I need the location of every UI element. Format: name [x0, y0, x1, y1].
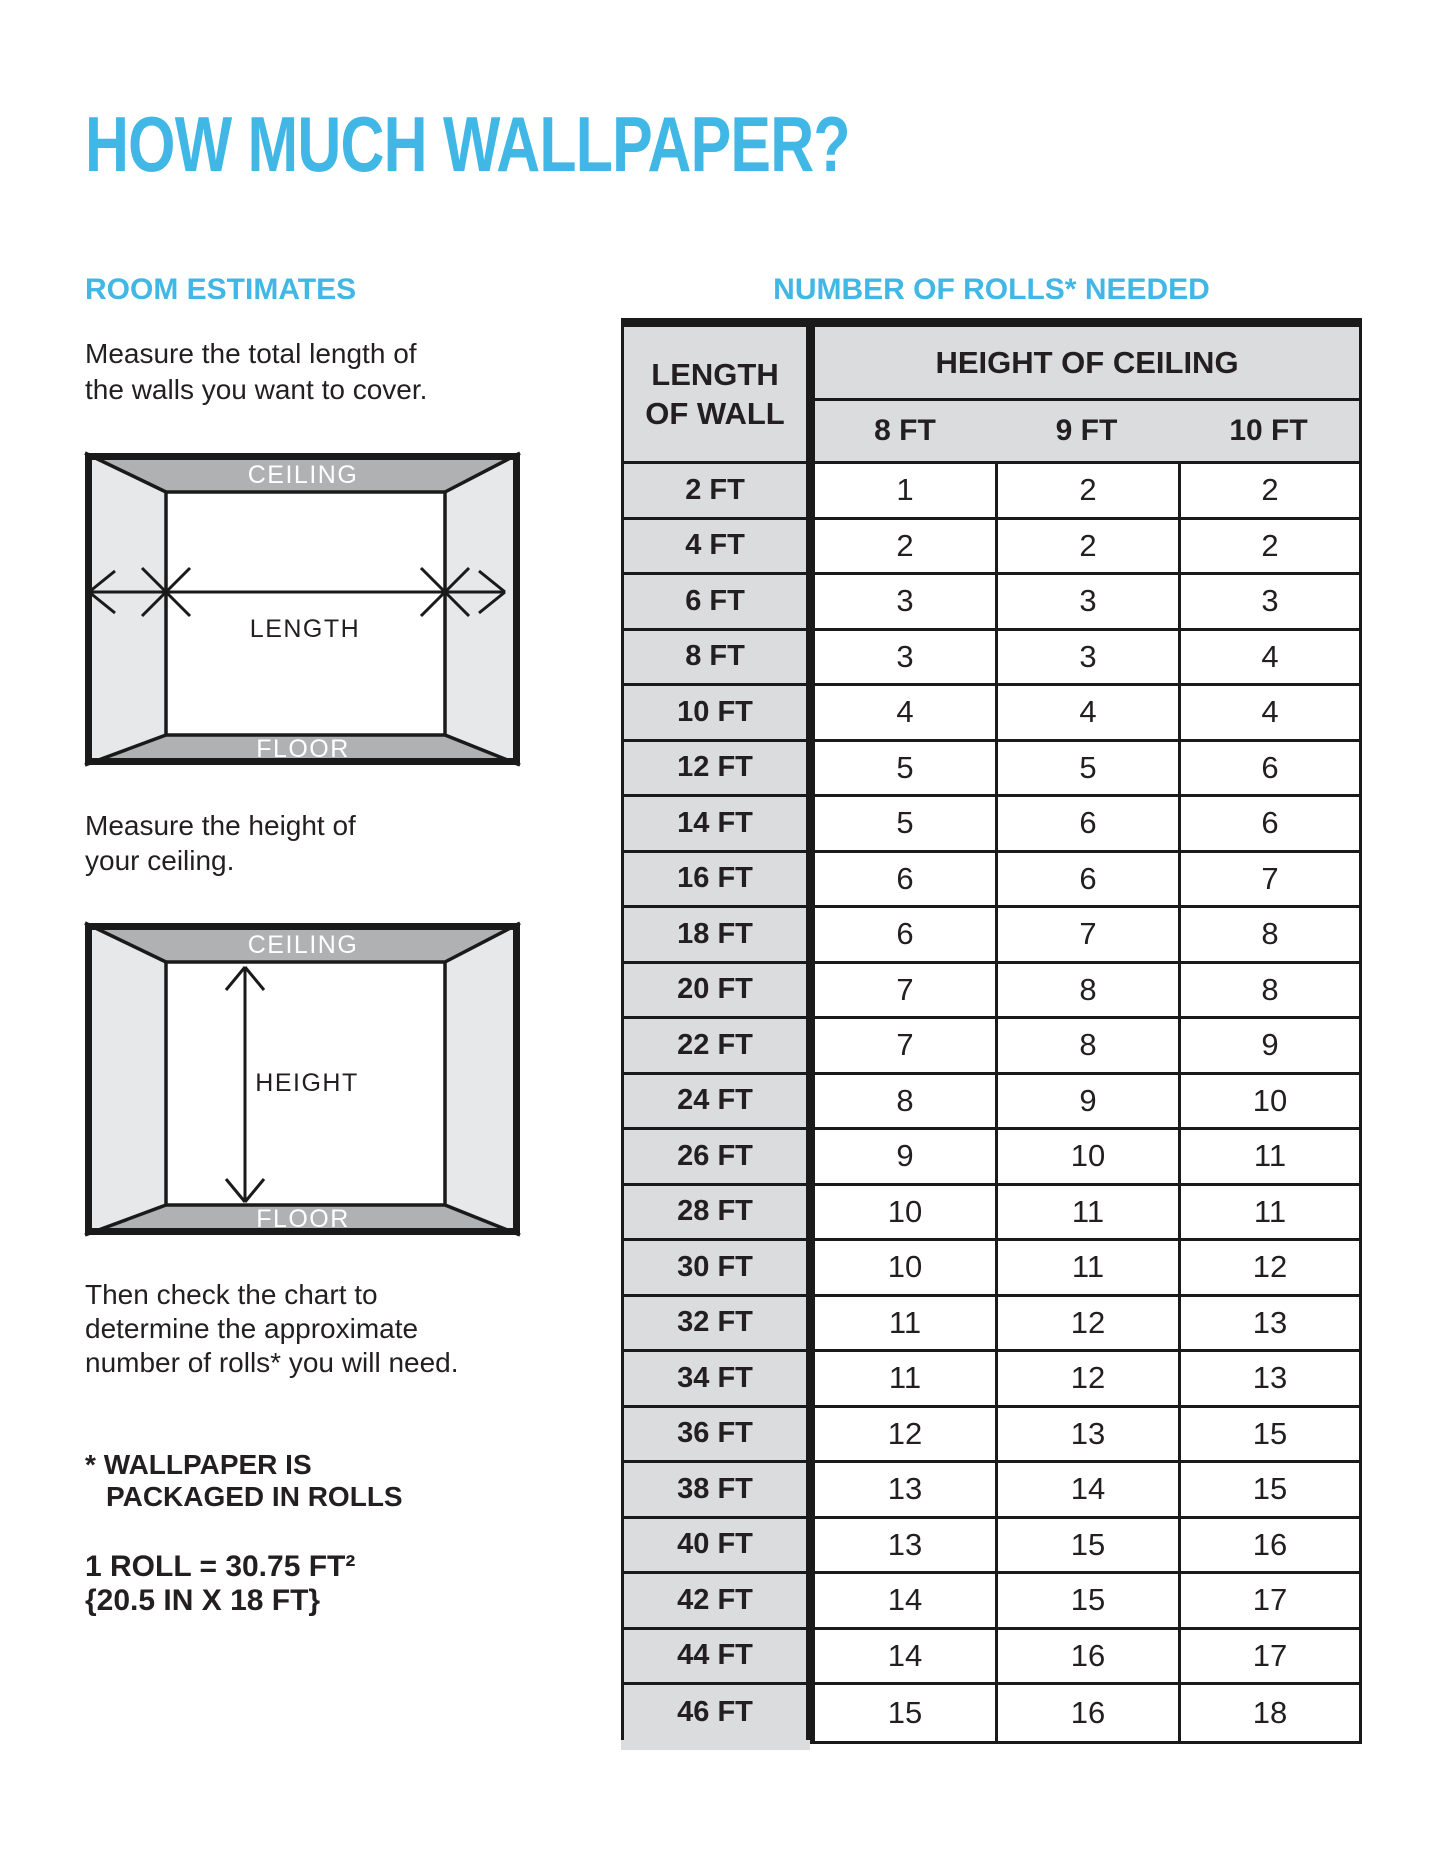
room-perspective-drawing [85, 923, 520, 1235]
col-group-header-height-of-ceiling: HEIGHT OF CEILING [815, 327, 1359, 401]
rolls-cell: 13 [1178, 1297, 1359, 1350]
section-heading-number-of-rolls: NUMBER OF ROLLS* NEEDED [773, 273, 1210, 306]
rolls-cell: 14 [995, 1463, 1178, 1516]
table-row [624, 853, 1359, 909]
rolls-cell: 2 [995, 520, 1178, 573]
rolls-cell: 2 [1178, 520, 1359, 573]
rolls-cell: 8 [1178, 908, 1359, 961]
rolls-cell: 12 [995, 1352, 1178, 1405]
length-cell: 46 FT [624, 1685, 806, 1741]
col-header-10ft: 10 FT [1229, 414, 1308, 447]
length-cell: 42 FT [624, 1574, 806, 1627]
roll-size-line: {20.5 IN X 18 FT} [85, 1584, 321, 1617]
rolls-cell: 1 [806, 464, 995, 517]
right-wall [445, 923, 520, 1235]
table-row [624, 464, 1359, 520]
length-cell: 18 FT [624, 908, 806, 961]
rolls-cell: 11 [1178, 1186, 1359, 1239]
table-row [624, 1130, 1359, 1186]
instruction-line: number of rolls* you will need. [85, 1347, 459, 1378]
rolls-cell: 6 [1178, 797, 1359, 850]
instruction-line: determine the approximate [85, 1313, 419, 1344]
rolls-cell: 3 [995, 631, 1178, 684]
col-header-9ft: 9 FT [1055, 414, 1118, 447]
instruction-line: Measure the total length of [85, 338, 417, 369]
table-row [624, 1630, 1359, 1686]
rolls-cell: 10 [995, 1130, 1178, 1183]
rolls-cell: 6 [806, 908, 995, 961]
length-cell: 20 FT [624, 964, 806, 1017]
table-header [624, 327, 1359, 464]
rolls-cell: 12 [806, 1408, 995, 1461]
rolls-cell: 13 [806, 1519, 995, 1572]
rolls-cell: 4 [995, 686, 1178, 739]
rolls-cell: 15 [806, 1685, 995, 1741]
rolls-cell: 10 [806, 1186, 995, 1239]
rolls-cell: 14 [806, 1630, 995, 1683]
section-heading-room-estimates: ROOM ESTIMATES [85, 273, 357, 306]
rolls-cell: 4 [1178, 686, 1359, 739]
table-row [624, 1352, 1359, 1408]
rolls-cell: 8 [806, 1075, 995, 1128]
table-row [624, 1075, 1359, 1131]
rolls-cell: 7 [806, 964, 995, 1017]
table-footer-tab [621, 1740, 810, 1750]
rolls-cell: 9 [806, 1130, 995, 1183]
rolls-cell: 7 [995, 908, 1178, 961]
length-cell: 26 FT [624, 1130, 806, 1183]
rolls-cell: 3 [1178, 575, 1359, 628]
length-cell: 34 FT [624, 1352, 806, 1405]
room-diagram-length [85, 453, 520, 765]
length-cell: 44 FT [624, 1630, 806, 1683]
left-wall [85, 923, 166, 1235]
table-row [624, 908, 1359, 964]
rolls-cell: 17 [1178, 1574, 1359, 1627]
instruction-line: Measure the height of [85, 810, 356, 841]
rolls-cell: 6 [1178, 742, 1359, 795]
rolls-cell: 2 [995, 464, 1178, 517]
rolls-cell: 15 [1178, 1408, 1359, 1461]
length-cell: 4 FT [624, 520, 806, 573]
table-row [624, 1685, 1359, 1741]
length-cell: 38 FT [624, 1463, 806, 1516]
footnote-line: PACKAGED IN ROLLS [106, 1481, 403, 1512]
instruction-line: Then check the chart to [85, 1279, 378, 1310]
rolls-cell: 16 [1178, 1519, 1359, 1572]
table-row [624, 964, 1359, 1020]
table-body [624, 464, 1359, 1741]
length-cell: 14 FT [624, 797, 806, 850]
rolls-cell: 6 [995, 853, 1178, 906]
table-row [624, 1241, 1359, 1297]
rolls-cell: 8 [995, 964, 1178, 1017]
rolls-cell: 5 [995, 742, 1178, 795]
height-label: HEIGHT [255, 1069, 359, 1097]
ceiling-label: CEILING [247, 461, 359, 489]
rolls-cell: 17 [1178, 1630, 1359, 1683]
rolls-cell: 7 [1178, 853, 1359, 906]
rolls-cell: 13 [806, 1463, 995, 1516]
rolls-cell: 11 [995, 1186, 1178, 1239]
roll-size-line: 1 ROLL = 30.75 FT² [85, 1550, 356, 1583]
length-cell: 24 FT [624, 1075, 806, 1128]
rolls-cell: 3 [995, 575, 1178, 628]
table-row [624, 1574, 1359, 1630]
table-row [624, 686, 1359, 742]
table-row [624, 631, 1359, 687]
table-row [624, 797, 1359, 853]
rolls-cell: 12 [1178, 1241, 1359, 1294]
room-perspective-drawing [85, 453, 520, 765]
rolls-cell: 15 [995, 1519, 1178, 1572]
instruction-line: the walls you want to cover. [85, 374, 428, 405]
rolls-cell: 11 [1178, 1130, 1359, 1183]
table-row [624, 1019, 1359, 1075]
table-row [624, 742, 1359, 798]
rolls-cell: 18 [1178, 1685, 1359, 1741]
rolls-cell: 13 [1178, 1352, 1359, 1405]
floor-label: FLOOR [256, 735, 350, 763]
floor-label: FLOOR [256, 1205, 350, 1233]
left-wall [85, 453, 166, 765]
length-cell: 6 FT [624, 575, 806, 628]
table-row [624, 1186, 1359, 1242]
rolls-cell: 3 [806, 631, 995, 684]
rolls-cell: 6 [806, 853, 995, 906]
rolls-cell: 14 [806, 1574, 995, 1627]
rolls-cell: 5 [806, 797, 995, 850]
rolls-cell: 3 [806, 575, 995, 628]
table-row [624, 1519, 1359, 1575]
rolls-cell: 16 [995, 1685, 1178, 1741]
rolls-cell: 11 [995, 1241, 1178, 1294]
instruction-line: your ceiling. [85, 845, 235, 876]
rolls-table [621, 318, 1362, 1744]
instruction-check-chart [85, 1278, 459, 1380]
length-cell: 8 FT [624, 631, 806, 684]
rolls-cell: 6 [995, 797, 1178, 850]
rolls-cell: 9 [995, 1075, 1178, 1128]
length-cell: 2 FT [624, 464, 806, 517]
table-row [624, 1297, 1359, 1353]
rolls-cell: 15 [1178, 1463, 1359, 1516]
rolls-cell: 11 [806, 1297, 995, 1350]
page-title: HOW MUCH WALLPAPER? [85, 100, 850, 188]
length-cell: 16 FT [624, 853, 806, 906]
rolls-cell: 8 [1178, 964, 1359, 1017]
instruction-measure-length [85, 336, 427, 408]
rolls-cell: 15 [995, 1574, 1178, 1627]
table-row [624, 520, 1359, 576]
length-cell: 40 FT [624, 1519, 806, 1572]
table-row [624, 575, 1359, 631]
room-diagram-height [85, 923, 520, 1235]
rolls-cell: 7 [806, 1019, 995, 1072]
col-header-8ft: 8 FT [874, 414, 936, 447]
rolls-cell: 10 [806, 1241, 995, 1294]
footnote-line: * WALLPAPER IS [85, 1449, 312, 1480]
length-label: LENGTH [249, 615, 361, 643]
rolls-footnote [85, 1449, 403, 1513]
roll-size-info [85, 1550, 355, 1618]
rolls-cell: 12 [995, 1297, 1178, 1350]
length-cell: 28 FT [624, 1186, 806, 1239]
length-cell: 36 FT [624, 1408, 806, 1461]
col-header-length-of-wall: LENGTH OF WALL [645, 357, 785, 431]
table-row [624, 1463, 1359, 1519]
length-cell: 12 FT [624, 742, 806, 795]
rolls-cell: 8 [995, 1019, 1178, 1072]
rolls-cell: 2 [1178, 464, 1359, 517]
rolls-cell: 16 [995, 1630, 1178, 1683]
length-cell: 32 FT [624, 1297, 806, 1350]
rolls-cell: 11 [806, 1352, 995, 1405]
ceiling-label: CEILING [247, 931, 359, 959]
rolls-cell: 2 [806, 520, 995, 573]
rolls-cell: 4 [806, 686, 995, 739]
rolls-cell: 4 [1178, 631, 1359, 684]
table-row [624, 1408, 1359, 1464]
rolls-cell: 10 [1178, 1075, 1359, 1128]
rolls-cell: 9 [1178, 1019, 1359, 1072]
back-wall [166, 492, 445, 735]
rolls-cell: 5 [806, 742, 995, 795]
length-cell: 10 FT [624, 686, 806, 739]
length-cell: 30 FT [624, 1241, 806, 1294]
asterisk: * [85, 1449, 96, 1480]
ceiling-height-header-group [806, 327, 1359, 461]
ceiling-height-subheaders [815, 401, 1359, 461]
length-cell: 22 FT [624, 1019, 806, 1072]
instruction-measure-height [85, 808, 356, 878]
rolls-cell: 13 [995, 1408, 1178, 1461]
